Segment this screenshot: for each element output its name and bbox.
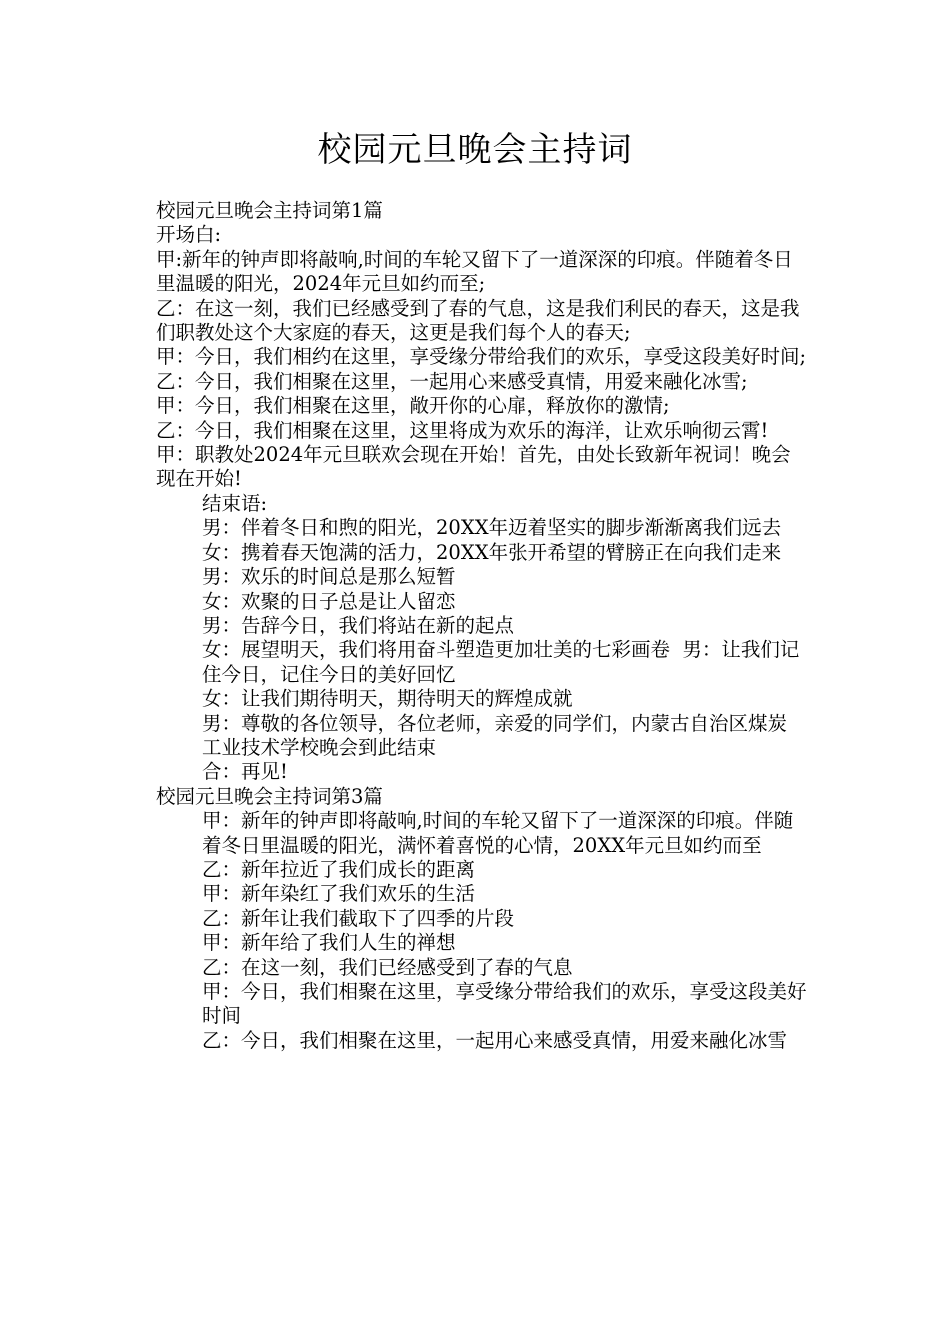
paragraph: 工业技术学校晚会到此结束 <box>202 735 437 759</box>
paragraph: 女：让我们期待明天，期待明天的辉煌成就 <box>202 687 573 711</box>
paragraph: 男：伴着冬日和煦的阳光，20XX年迈着坚实的脚步渐渐离我们远去 女：携着春天饱满的活力，20XX年张开希望的臂膀正在向我们走来 男：欢乐的时间总是那么短暂 <box>202 516 794 589</box>
document-body <box>146 199 810 1053</box>
paragraph: 乙：今日，我们相聚在这里，这里将成为欢乐的海洋，让欢乐响彻云霄! <box>156 418 769 442</box>
paragraph: 甲：新年的钟声即将敲响,时间的车轮又留下了一道深深的印痕。伴随着冬日里温暖的阳光，满怀着喜悦的心情，20XX年元旦如约而至 <box>202 809 794 857</box>
paragraph: 甲：今日，我们相聚在这里，敞开你的心扉，释放你的激情; <box>156 394 670 418</box>
document-title: 校园元旦晚会主持词 <box>317 130 633 170</box>
paragraph: 甲：新年给了我们人生的禅想 <box>202 931 456 955</box>
paragraph: 乙：新年拉近了我们成长的距离 <box>202 857 476 881</box>
paragraph: 乙：今日，我们相聚在这里，一起用心来感受真情，用爱来融化冰雪 <box>202 1028 788 1052</box>
paragraph: 乙：新年让我们截取下了四季的片段 <box>202 906 515 930</box>
paragraph: 甲：新年染红了我们欢乐的生活 <box>202 882 476 906</box>
paragraph: 女：欢聚的日子总是让人留恋 <box>202 589 456 613</box>
paragraph: 甲：今日，我们相约在这里，享受缘分带给我们的欢乐，享受这段美好时间; <box>156 345 807 369</box>
paragraph: 乙：在这一刻，我们已经感受到了春的气息 <box>202 955 573 979</box>
paragraph: 结束语: <box>202 491 268 515</box>
paragraph: 男：告辞今日，我们将站在新的起点 <box>202 613 515 637</box>
paragraph: 甲：今日，我们相聚在这里，享受缘分带给我们的欢乐，享受这段美好时间 <box>202 980 807 1028</box>
paragraph: 开场白: <box>156 223 222 247</box>
paragraph: 乙：在这一刻，我们已经感受到了春的气息，这是我们利民的春天，这是我们职教处这个大家庭的春天，这更是我们每个人的春天; <box>156 296 800 345</box>
paragraph: 合：再见! <box>202 760 288 784</box>
section-heading: 校园元旦晚会主持词第1篇 <box>156 199 383 222</box>
paragraph: 男：尊敬的各位领导，各位老师，亲爱的同学们，内蒙古自治区煤炭 <box>202 711 788 735</box>
paragraph: 女：展望明天，我们将用奋斗塑造更加壮美的七彩画卷 男：让我们记住今日，记住今日的美好回忆 <box>202 638 800 686</box>
paragraph: 甲：职教处2024年元旦联欢会现在开始！首先，由处长致新年祝词！晚会现在开始! <box>156 443 791 491</box>
paragraph: 甲:新年的钟声即将敲响,时间的车轮又留下了一道深深的印痕。伴随着冬日里温暖的阳光，2024年元旦如约而至; <box>156 247 793 296</box>
paragraph: 乙：今日，我们相聚在这里，一起用心来感受真情，用爱来融化冰雪; <box>156 369 748 393</box>
section-heading: 校园元旦晚会主持词第3篇 <box>156 784 383 808</box>
